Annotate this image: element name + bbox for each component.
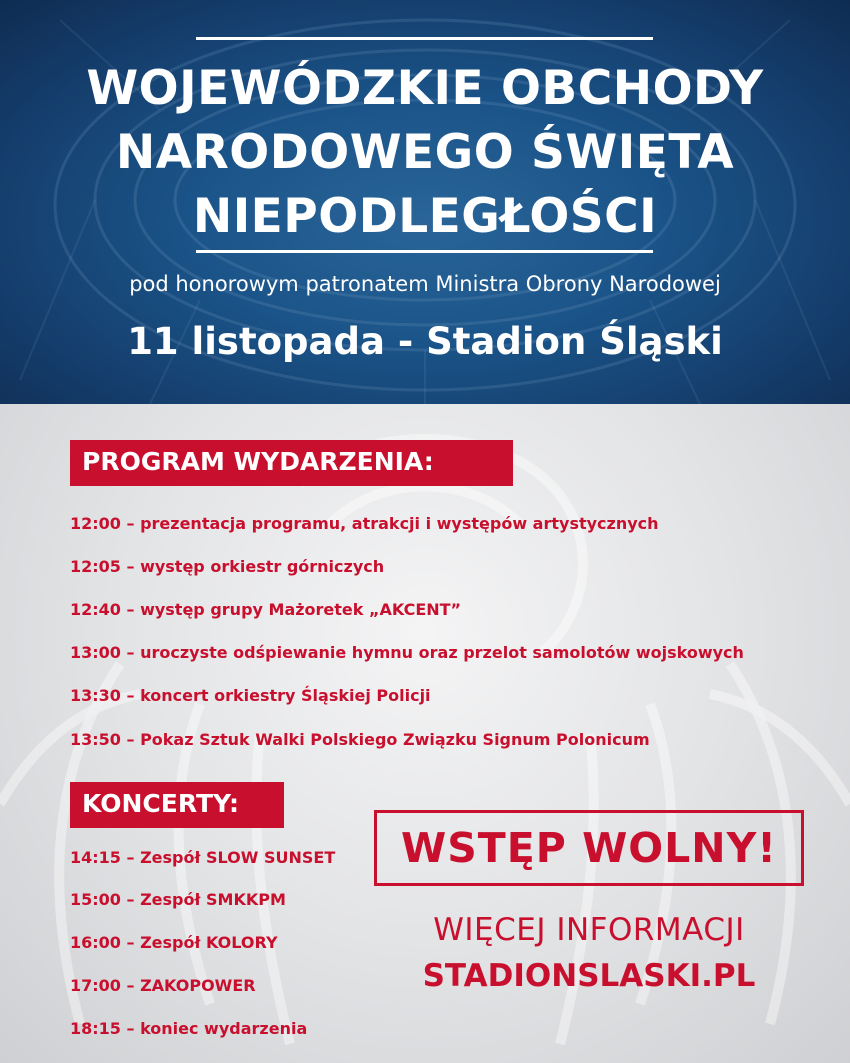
- program-item: 12:05 – występ orkiestr górniczych: [70, 557, 385, 576]
- website-link[interactable]: STADIONSLASKI.PL: [422, 958, 756, 994]
- program-item: 13:30 – koncert orkiestry Śląskiej Policji: [70, 686, 431, 705]
- event-title-line-3: NIEPODLEGŁOŚCI: [192, 189, 658, 244]
- program-item: 13:50 – Pokaz Sztuk Walki Polskiego Związku Signum Polonicum: [70, 730, 650, 749]
- program-heading: PROGRAM WYDARZENIA:: [70, 440, 513, 486]
- program-item: 12:00 – prezentacja programu, atrakcji i występów artystycznych: [70, 514, 659, 533]
- concert-item: 14:15 – Zespół SLOW SUNSET: [70, 848, 336, 867]
- concert-item: 17:00 – ZAKOPOWER: [70, 976, 256, 995]
- concert-item: 15:00 – Zespół SMKKPM: [70, 890, 286, 909]
- free-entry-box: [374, 810, 804, 886]
- program-item: 13:00 – uroczyste odśpiewanie hymnu oraz przelot samolotów wojskowych: [70, 643, 744, 662]
- program-item: 12:40 – występ grupy Mażoretek „AKCENT”: [70, 600, 462, 619]
- date-venue: 11 listopada - Stadion Śląski: [127, 320, 723, 363]
- header-banner: [0, 0, 850, 404]
- concert-item: 18:15 – koniec wydarzenia: [70, 1019, 308, 1038]
- more-info-label: WIĘCEJ INFORMACJI: [433, 912, 745, 948]
- concerts-heading: KONCERTY:: [70, 782, 284, 828]
- free-entry-text: WSTĘP WOLNY!: [401, 824, 777, 872]
- concert-item: 16:00 – Zespół KOLORY: [70, 933, 278, 952]
- bottom-divider-line: [196, 250, 653, 253]
- event-title-line-1: WOJEWÓDZKIE OBCHODY: [86, 61, 764, 116]
- event-title-line-2: NARODOWEGO ŚWIĘTA: [115, 125, 735, 180]
- patronage-subtitle: pod honorowym patronatem Ministra Obrony Narodowej: [129, 272, 721, 296]
- top-divider-line: [196, 37, 653, 40]
